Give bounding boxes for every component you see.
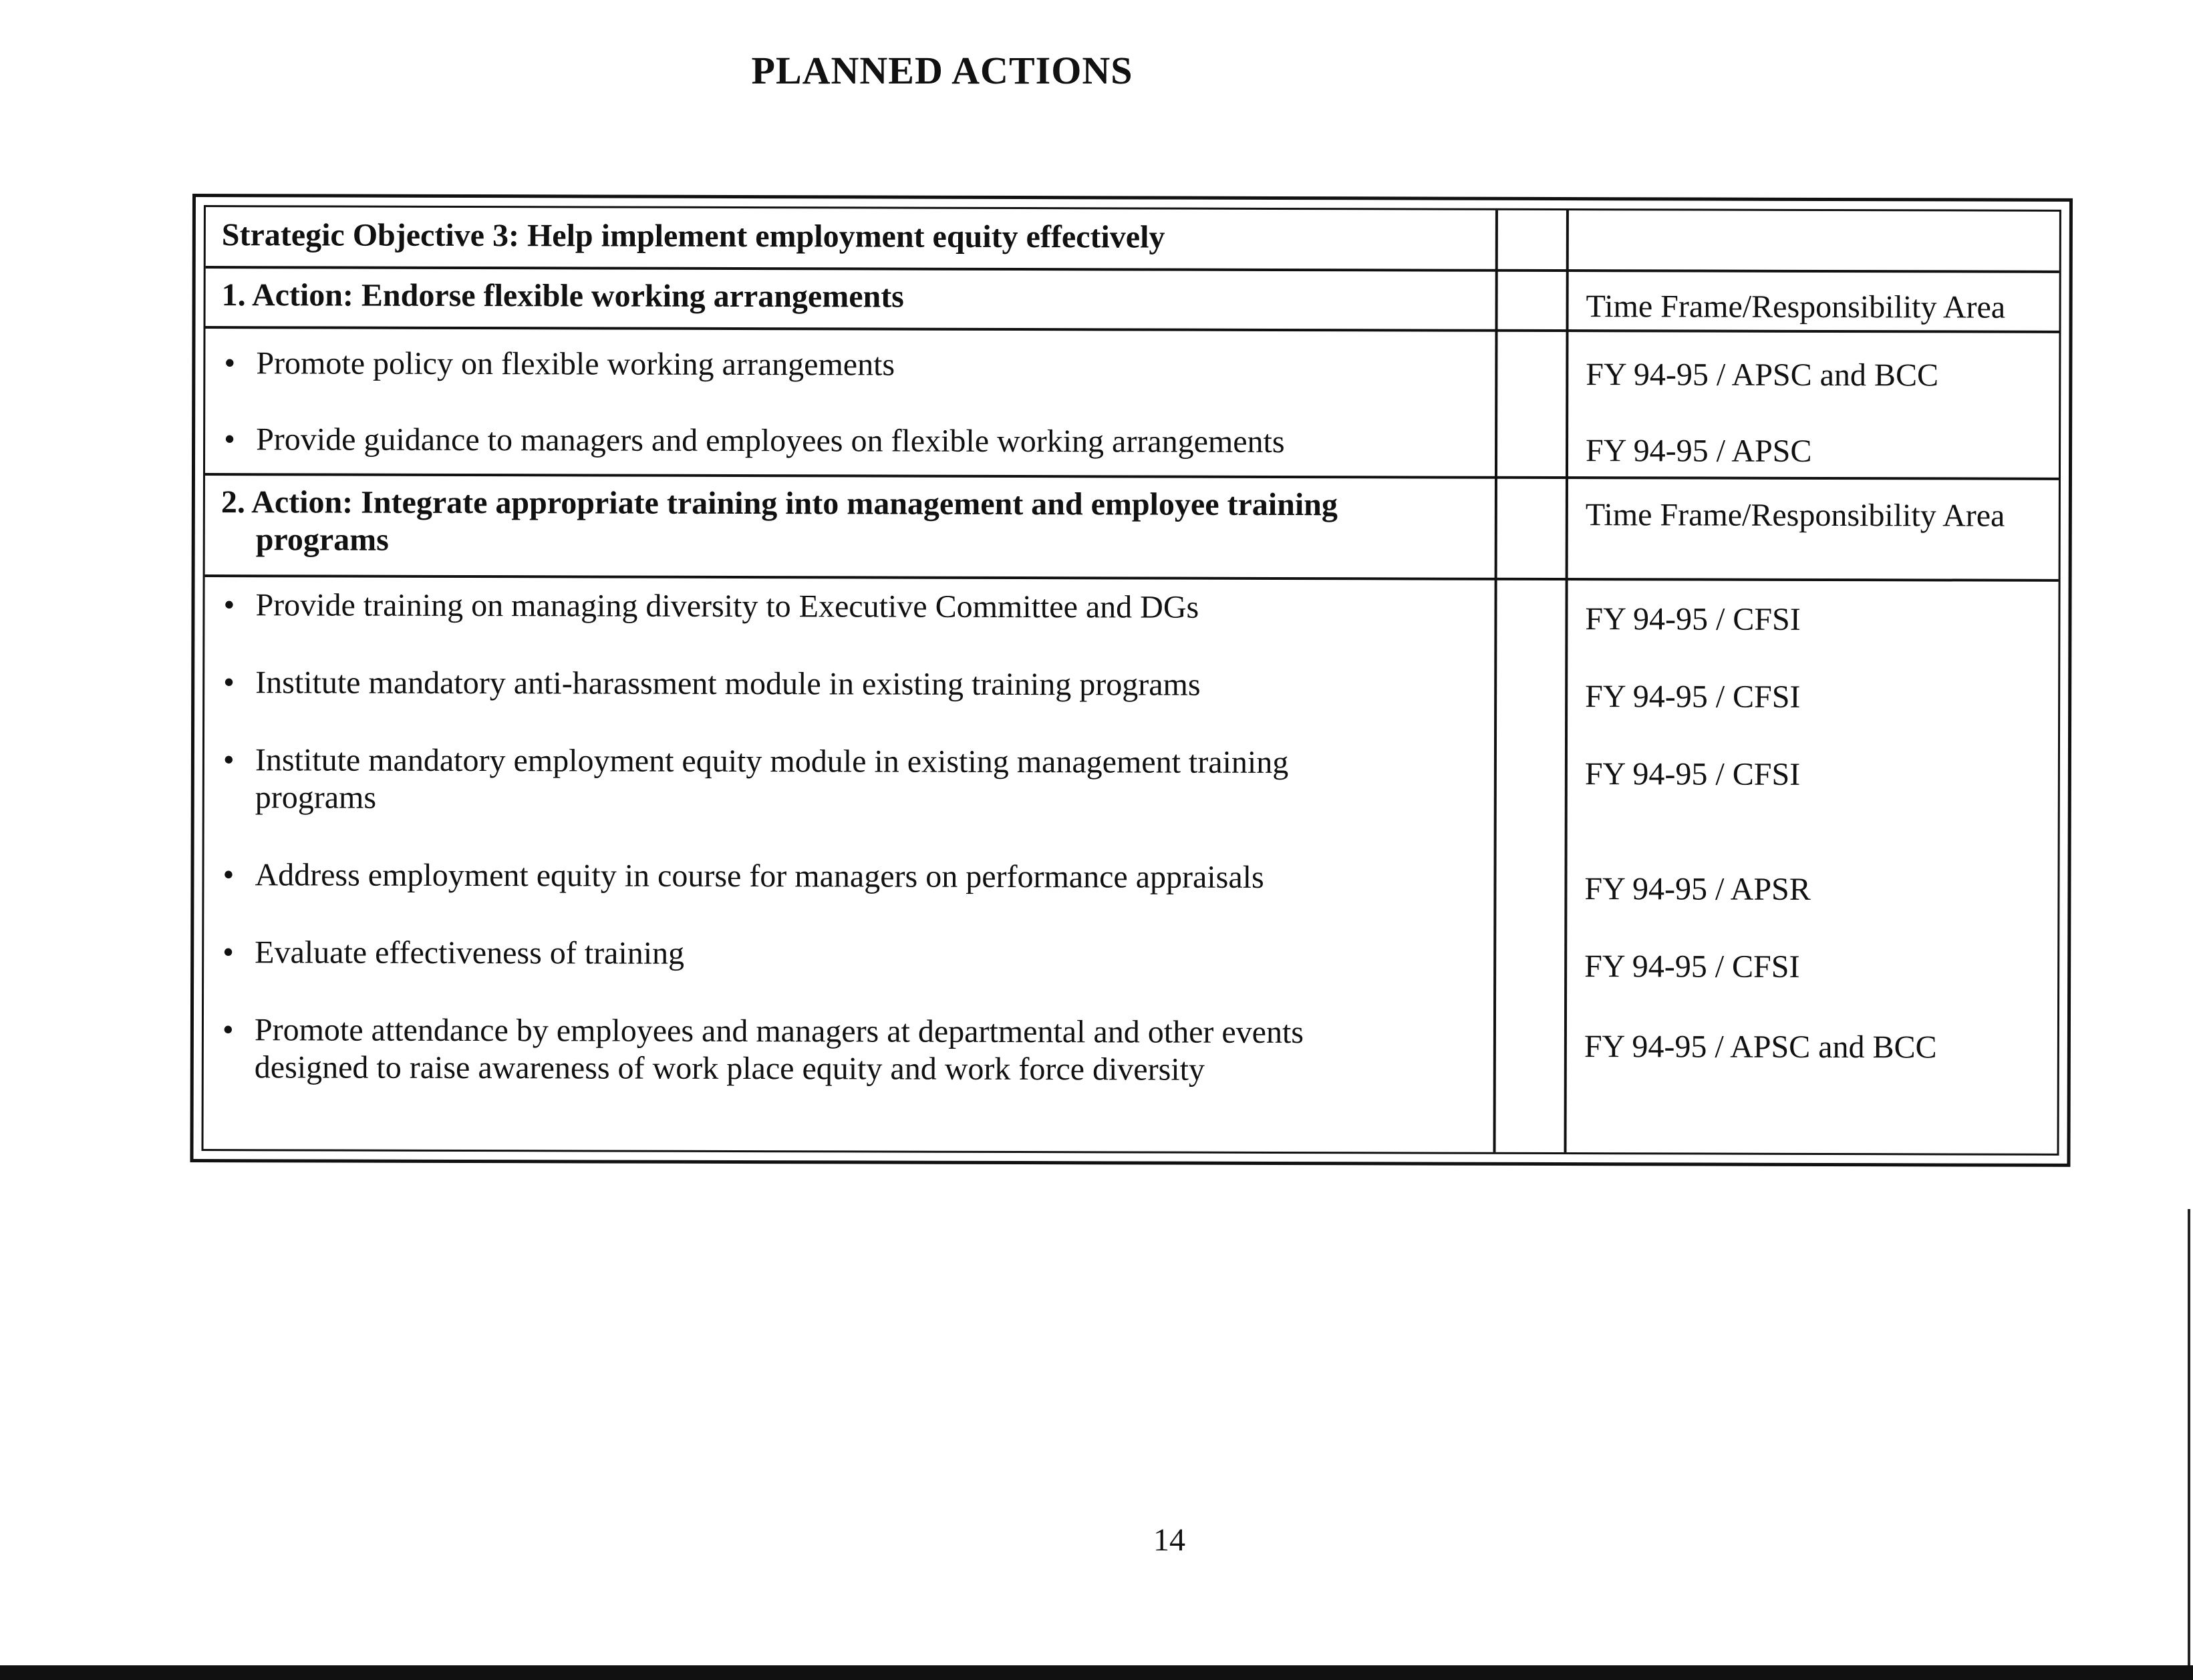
bullet-icon: • [223, 665, 235, 701]
list-item [220, 1011, 1396, 1089]
list-item-text: Provide guidance to managers and employees on flexible working arrangements [256, 422, 1285, 460]
strategic-objective: Strategic Objective 3: Help implement employment equity effectively [221, 217, 1165, 255]
column-divider-1 [1493, 210, 1498, 1152]
list-item-text: Address employment equity in course for managers on performance appraisals [255, 857, 1264, 895]
timeframe-value: FY 94-95 / CFSI [1584, 756, 1801, 792]
timeframe-column-label-1: Time Frame/Responsibility Area [1586, 289, 2006, 325]
list-item-text: Promote policy on flexible working arrangements [256, 345, 895, 383]
list-item [221, 741, 1356, 819]
timeframe-value: FY 94-95 / APSC and BCC [1584, 1029, 1937, 1065]
bullet-icon: • [224, 345, 236, 381]
timeframe-value: FY 94-95 / APSC and BCC [1586, 357, 1939, 393]
timeframe-value: FY 94-95 / APSC [1586, 433, 1812, 469]
timeframe-column-label-2: Time Frame/Responsibility Area [1585, 497, 2005, 534]
list-item-text: Provide training on managing diversity to Executive Committee and DGs [255, 587, 1199, 625]
list-item-text: Institute mandatory employment equity module in existing management training programs [255, 742, 1289, 816]
timeframe-value: FY 94-95 / APSR [1584, 871, 1811, 907]
action-heading-1: 1. Action: Endorse flexible working arrangements [221, 277, 904, 315]
timeframe-value: FY 94-95 / CFSI [1585, 679, 1801, 715]
row-divider [206, 326, 2059, 333]
page-number: 14 [1153, 1522, 1185, 1558]
bullet-icon: • [223, 587, 235, 623]
timeframe-value: FY 94-95 / CFSI [1584, 949, 1800, 985]
action-heading-2: 2. Action: Integrate appropriate training into management and employee training programs [221, 484, 1338, 558]
list-item-text: Institute mandatory anti-harassment module in existing training programs [255, 665, 1201, 703]
list-item [221, 664, 1477, 705]
bullet-icon: • [224, 422, 235, 458]
list-item-text: Promote attendance by employees and managers at departmental and other events designed to raise awareness of work place equity and work force diversity [254, 1012, 1304, 1087]
scan-bottom-bar [0, 1665, 2193, 1680]
bullet-icon: • [222, 1012, 234, 1048]
column-divider-2 [1564, 210, 1568, 1152]
row-divider [206, 266, 2059, 273]
page-title: PLANNED ACTIONS [751, 49, 1133, 92]
list-item [221, 345, 1477, 385]
planned-actions-table [190, 194, 2073, 1167]
list-item [220, 934, 1476, 975]
scan-edge-line [2188, 1209, 2190, 1677]
list-item [221, 421, 1477, 462]
bullet-icon: • [223, 857, 235, 893]
timeframe-value: FY 94-95 / CFSI [1585, 601, 1801, 637]
bullet-icon: • [223, 935, 235, 971]
table-inner-border [201, 205, 2061, 1156]
list-item [221, 586, 1477, 627]
bullet-icon: • [223, 742, 235, 778]
list-item [220, 856, 1476, 897]
list-item-text: Evaluate effectiveness of training [255, 935, 685, 971]
row-divider [205, 473, 2059, 480]
row-divider [205, 574, 2059, 582]
